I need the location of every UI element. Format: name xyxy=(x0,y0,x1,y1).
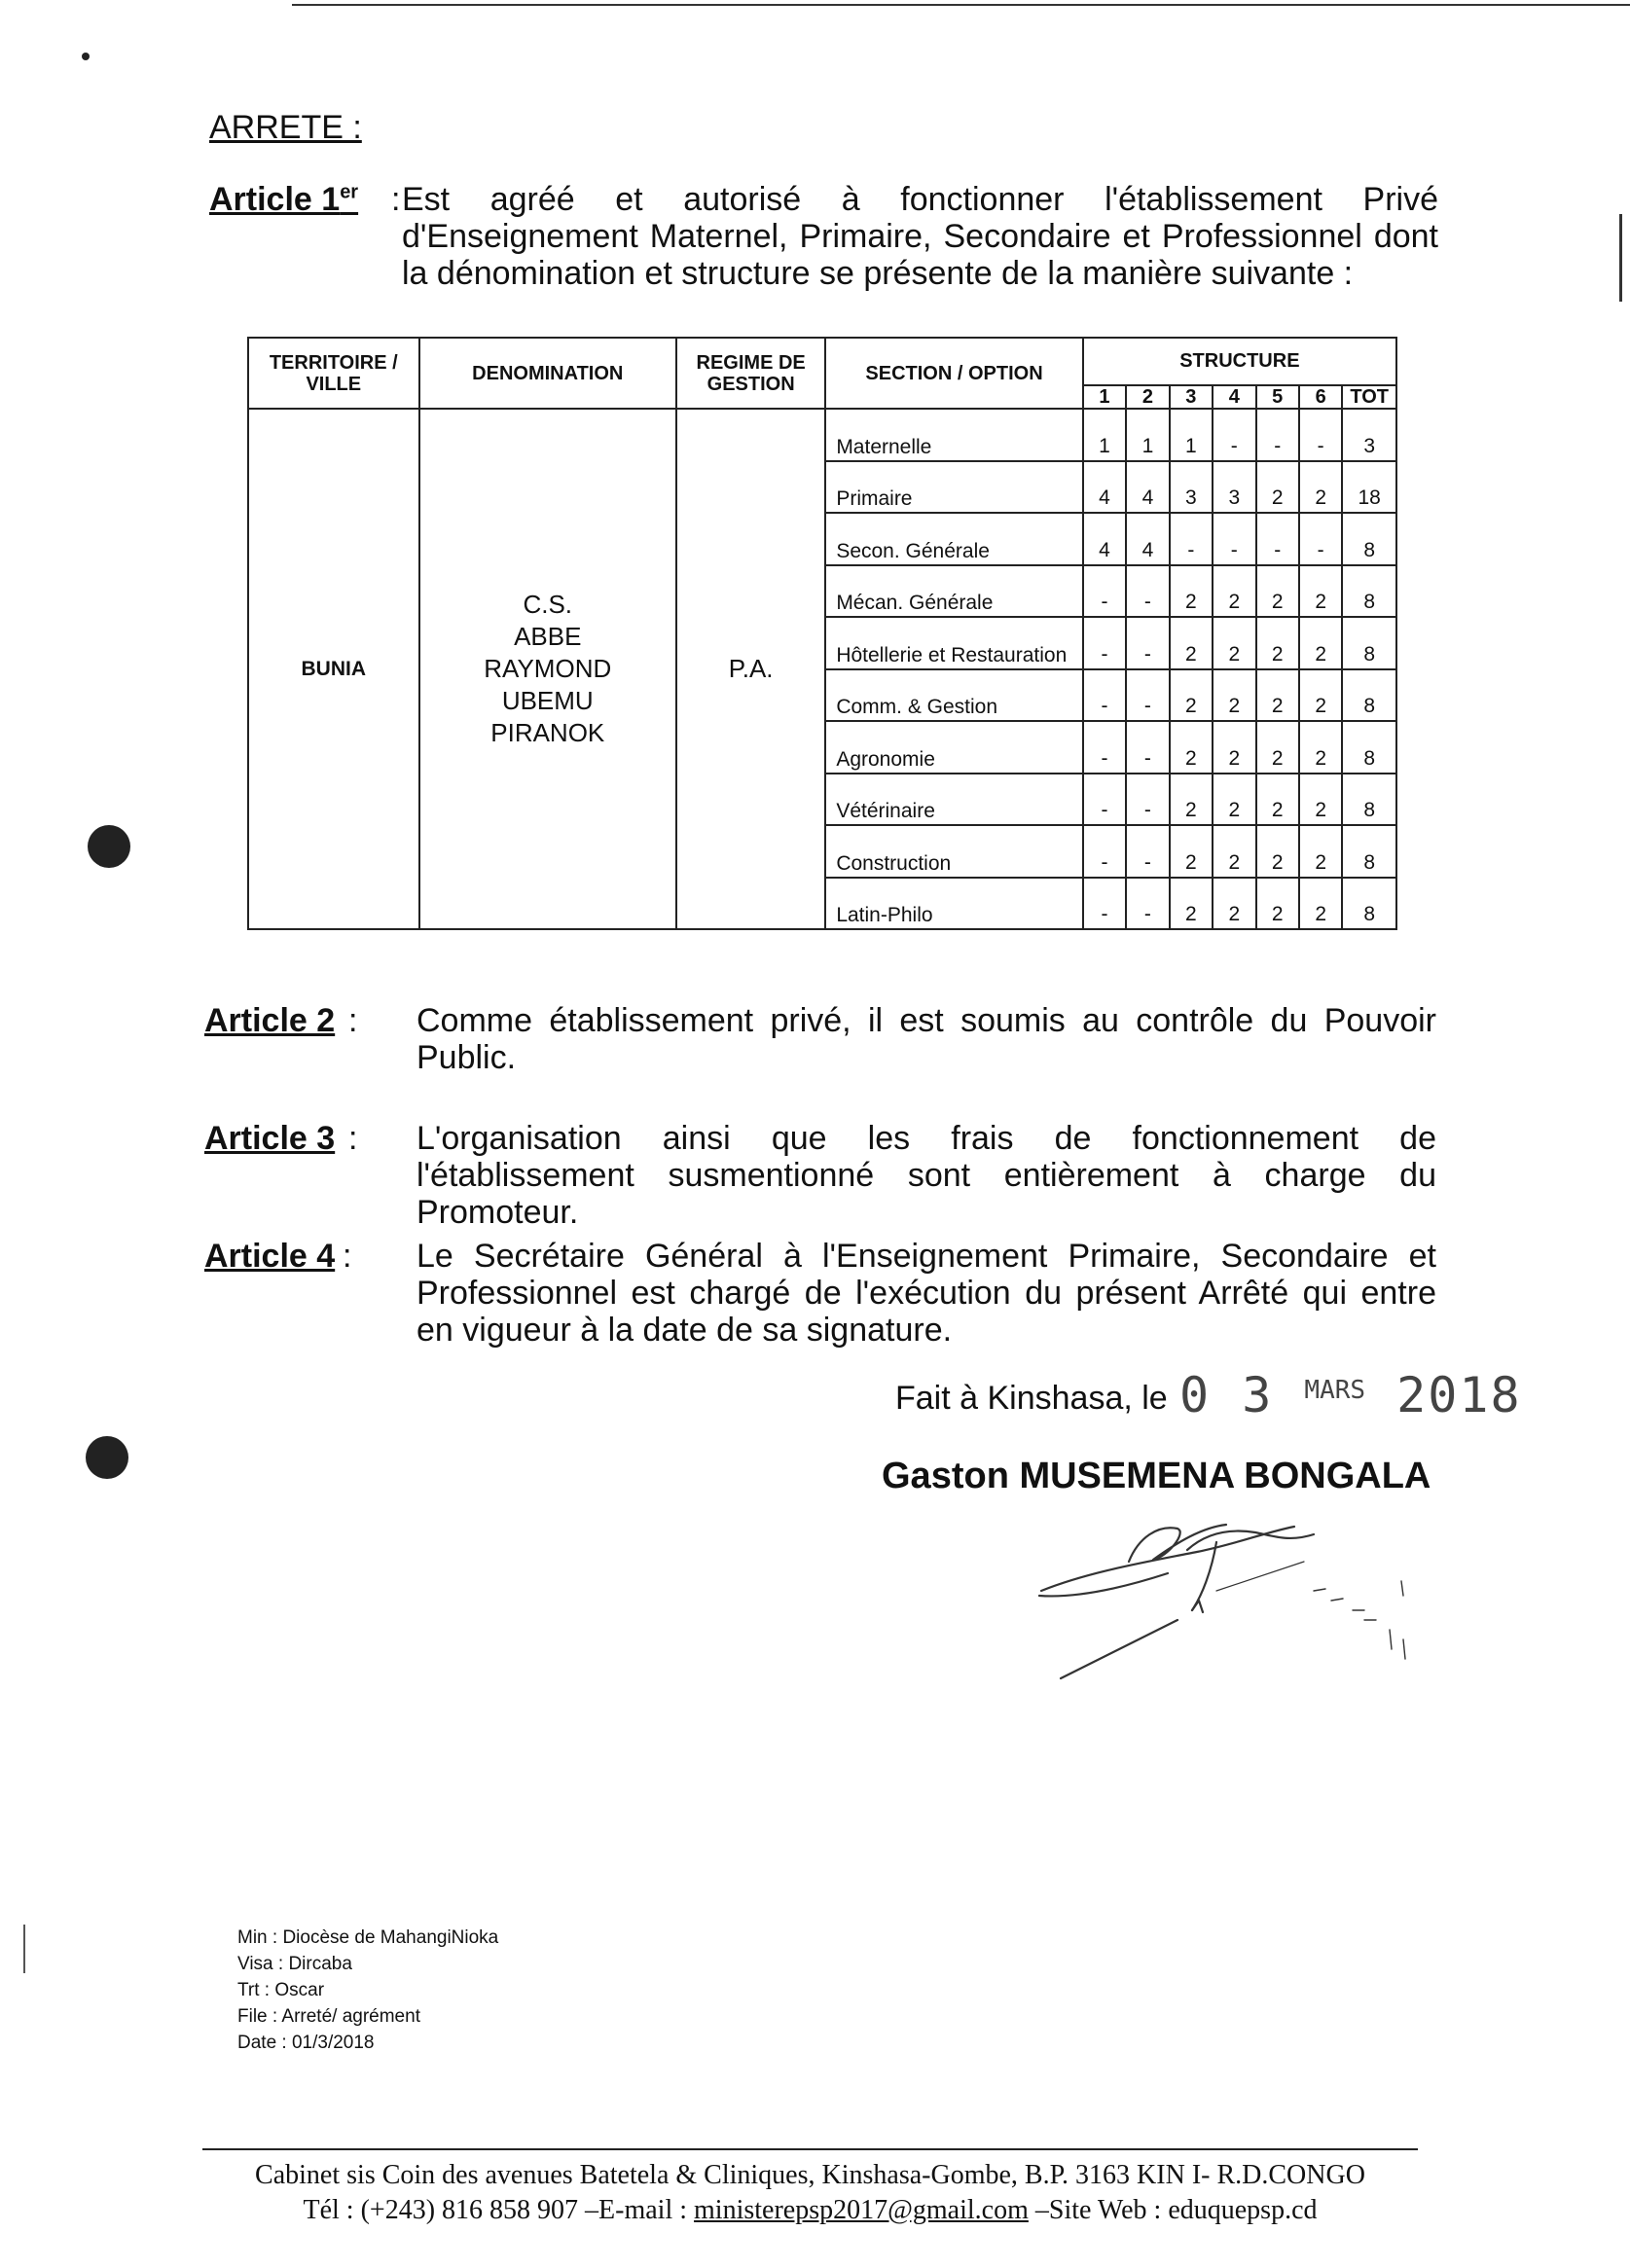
cell-level-1: 4 xyxy=(1083,461,1126,513)
cell-level-5: 2 xyxy=(1256,461,1299,513)
header-level-1: 1 xyxy=(1083,385,1126,409)
cell-total: 8 xyxy=(1342,565,1396,617)
cell-total: 8 xyxy=(1342,513,1396,564)
cell-level-4: - xyxy=(1213,513,1255,564)
article-3-label: Article 3 xyxy=(204,1120,336,1157)
cell-level-5: 2 xyxy=(1256,878,1299,929)
cell-level-2: - xyxy=(1126,565,1169,617)
cell-level-4: 2 xyxy=(1213,878,1255,929)
cell-total: 3 xyxy=(1342,409,1396,460)
header-level-5: 5 xyxy=(1256,385,1299,409)
cell-section: Construction xyxy=(825,825,1082,877)
cell-level-3: 2 xyxy=(1170,774,1213,825)
header-level-6: 6 xyxy=(1299,385,1342,409)
cell-section: Comm. & Gestion xyxy=(825,669,1082,721)
cell-level-3: 2 xyxy=(1170,565,1213,617)
top-rule xyxy=(292,4,1630,6)
punch-hole-2 xyxy=(86,1436,128,1479)
cell-level-3: 2 xyxy=(1170,721,1213,773)
fait-a-kinshasa: Fait à Kinshasa, le xyxy=(895,1380,1168,1417)
cell-level-6: 2 xyxy=(1299,825,1342,877)
date-stamp: 0 3 $^{MARS}$ 2018 xyxy=(1179,1367,1522,1423)
article-2-text: Comme établissement privé, il est soumis au contrôle du Pouvoir Public. xyxy=(417,1002,1436,1076)
cell-level-2: - xyxy=(1126,721,1169,773)
handwritten-signature xyxy=(1022,1503,1431,1688)
article-1-colon: : xyxy=(391,181,401,218)
cell-section: Agronomie xyxy=(825,721,1082,773)
cell-section: Maternelle xyxy=(825,409,1082,460)
cell-total: 8 xyxy=(1342,825,1396,877)
cell-level-1: 4 xyxy=(1083,513,1126,564)
cell-level-4: 2 xyxy=(1213,721,1255,773)
cell-level-1: - xyxy=(1083,617,1126,668)
cell-level-2: - xyxy=(1126,825,1169,877)
cell-total: 8 xyxy=(1342,721,1396,773)
cell-level-2: - xyxy=(1126,878,1169,929)
scan-edge-mark-2 xyxy=(23,1925,25,1973)
footer-address: Cabinet sis Coin des avenues Batetela & Cliniques, Kinshasa-Gombe, B.P. 3163 KIN I- R.D.CONGO xyxy=(255,2160,1365,2190)
header-section: SECTION / OPTION xyxy=(825,338,1082,409)
denomination-line: C.S. xyxy=(523,590,573,620)
cell-level-5: 2 xyxy=(1256,669,1299,721)
arrete-heading: ARRETE : xyxy=(209,109,362,146)
article-4-colon: : xyxy=(343,1238,352,1275)
header-denomination: DENOMINATION xyxy=(419,338,676,409)
scan-edge-mark xyxy=(1619,214,1622,302)
cell-level-3: 2 xyxy=(1170,669,1213,721)
footer-rule xyxy=(202,2148,1418,2150)
structure-table xyxy=(247,337,1397,930)
cell-level-6: 2 xyxy=(1299,721,1342,773)
article-3-text: L'organisation ainsi que les frais de fonctionnement de l'établissement susmentionné sont entièrement à charge du Promoteur. xyxy=(417,1120,1436,1231)
cell-level-4: 2 xyxy=(1213,617,1255,668)
structure-table-body xyxy=(248,409,1396,929)
cell-level-4: 2 xyxy=(1213,565,1255,617)
article-1-label: Article 1er xyxy=(209,181,359,218)
cell-level-3: 1 xyxy=(1170,409,1213,460)
cell-level-1: - xyxy=(1083,825,1126,877)
denomination-line: ABBE xyxy=(514,622,582,652)
cell-section: Vétérinaire xyxy=(825,774,1082,825)
cell-section: Primaire xyxy=(825,461,1082,513)
cell-section: Mécan. Générale xyxy=(825,565,1082,617)
article-3-colon: : xyxy=(348,1120,358,1157)
article-2-colon: : xyxy=(348,1002,358,1039)
cell-level-4: 2 xyxy=(1213,669,1255,721)
cell-total: 8 xyxy=(1342,774,1396,825)
cell-level-3: 2 xyxy=(1170,878,1213,929)
denomination-line: UBEMU xyxy=(501,686,594,716)
cell-level-1: - xyxy=(1083,878,1126,929)
cell-level-6: 2 xyxy=(1299,878,1342,929)
cell-level-5: 2 xyxy=(1256,565,1299,617)
article-2-label: Article 2 xyxy=(204,1002,336,1039)
cell-regime: P.A. xyxy=(676,409,825,929)
cell-level-5: - xyxy=(1256,409,1299,460)
cell-level-4: 2 xyxy=(1213,825,1255,877)
cell-level-3: 2 xyxy=(1170,617,1213,668)
cell-total: 8 xyxy=(1342,669,1396,721)
cell-section: Secon. Générale xyxy=(825,513,1082,564)
cell-level-2: - xyxy=(1126,774,1169,825)
cell-level-3: - xyxy=(1170,513,1213,564)
cell-level-2: 4 xyxy=(1126,513,1169,564)
article-4-text: Le Secrétaire Général à l'Enseignement Primaire, Secondaire et Professionnel est chargé de l'exécution du présent Arrêté qui entre en vigueur à la date de sa signature. xyxy=(417,1238,1436,1349)
cell-level-2: 1 xyxy=(1126,409,1169,460)
denomination-line: RAYMOND xyxy=(484,654,612,684)
header-level-3: 3 xyxy=(1170,385,1213,409)
cell-level-5: 2 xyxy=(1256,825,1299,877)
cell-level-1: - xyxy=(1083,774,1126,825)
cell-level-1: - xyxy=(1083,669,1126,721)
cell-section: Hôtellerie et Restauration xyxy=(825,617,1082,668)
cell-level-4: 3 xyxy=(1213,461,1255,513)
header-level-tot: TOT xyxy=(1342,385,1396,409)
cell-level-4: - xyxy=(1213,409,1255,460)
cell-total: 18 xyxy=(1342,461,1396,513)
table-row xyxy=(248,409,1396,460)
cell-level-1: - xyxy=(1083,565,1126,617)
header-level-4: 4 xyxy=(1213,385,1255,409)
cell-denomination xyxy=(419,409,676,929)
cell-level-3: 3 xyxy=(1170,461,1213,513)
cell-level-6: 2 xyxy=(1299,774,1342,825)
signer-name: Gaston MUSEMENA BONGALA xyxy=(882,1456,1431,1496)
cell-level-1: - xyxy=(1083,721,1126,773)
header-level-2: 2 xyxy=(1126,385,1169,409)
cell-level-5: 2 xyxy=(1256,721,1299,773)
cell-level-4: 2 xyxy=(1213,774,1255,825)
denomination-line: PIRANOK xyxy=(490,718,605,748)
cell-level-3: 2 xyxy=(1170,825,1213,877)
cell-level-5: 2 xyxy=(1256,617,1299,668)
cell-total: 8 xyxy=(1342,878,1396,929)
ref-file: File : Arreté/ agrément xyxy=(237,2006,420,2027)
cell-territoire: BUNIA xyxy=(248,409,419,929)
cell-level-1: 1 xyxy=(1083,409,1126,460)
cell-level-6: - xyxy=(1299,513,1342,564)
ref-visa: Visa : Dircaba xyxy=(237,1954,352,1974)
cell-level-2: 4 xyxy=(1126,461,1169,513)
article-4-label: Article 4 xyxy=(204,1238,336,1275)
footer-contact: Tél : (+243) 816 858 907 –E-mail : ministerepsp2017@gmail.com –Site Web : eduquepsp.cd xyxy=(303,2195,1318,2225)
header-territoire: TERRITOIRE / VILLE xyxy=(248,338,419,409)
article-1-text: Est agréé et autorisé à fonctionner l'établissement Privé d'Enseignement Maternel, Primaire, Secondaire et Professionnel dont la dénomination et structure se présente de la manière suivante : xyxy=(402,181,1438,292)
header-structure: STRUCTURE xyxy=(1083,338,1396,385)
cell-level-6: 2 xyxy=(1299,565,1342,617)
ref-date: Date : 01/3/2018 xyxy=(237,2033,375,2053)
footer-email-link[interactable]: ministerepsp2017@gmail.com xyxy=(694,2195,1029,2225)
scan-speck xyxy=(82,53,90,60)
cell-total: 8 xyxy=(1342,617,1396,668)
punch-hole-1 xyxy=(88,825,130,868)
cell-level-2: - xyxy=(1126,617,1169,668)
cell-section: Latin-Philo xyxy=(825,878,1082,929)
header-regime: REGIME DE GESTION xyxy=(676,338,825,409)
ref-min: Min : Diocèse de MahangiNioka xyxy=(237,1927,499,1948)
cell-level-6: 2 xyxy=(1299,461,1342,513)
cell-level-6: - xyxy=(1299,409,1342,460)
cell-level-5: - xyxy=(1256,513,1299,564)
cell-level-5: 2 xyxy=(1256,774,1299,825)
cell-level-6: 2 xyxy=(1299,617,1342,668)
cell-level-6: 2 xyxy=(1299,669,1342,721)
ref-trt: Trt : Oscar xyxy=(237,1980,325,2000)
cell-level-2: - xyxy=(1126,669,1169,721)
